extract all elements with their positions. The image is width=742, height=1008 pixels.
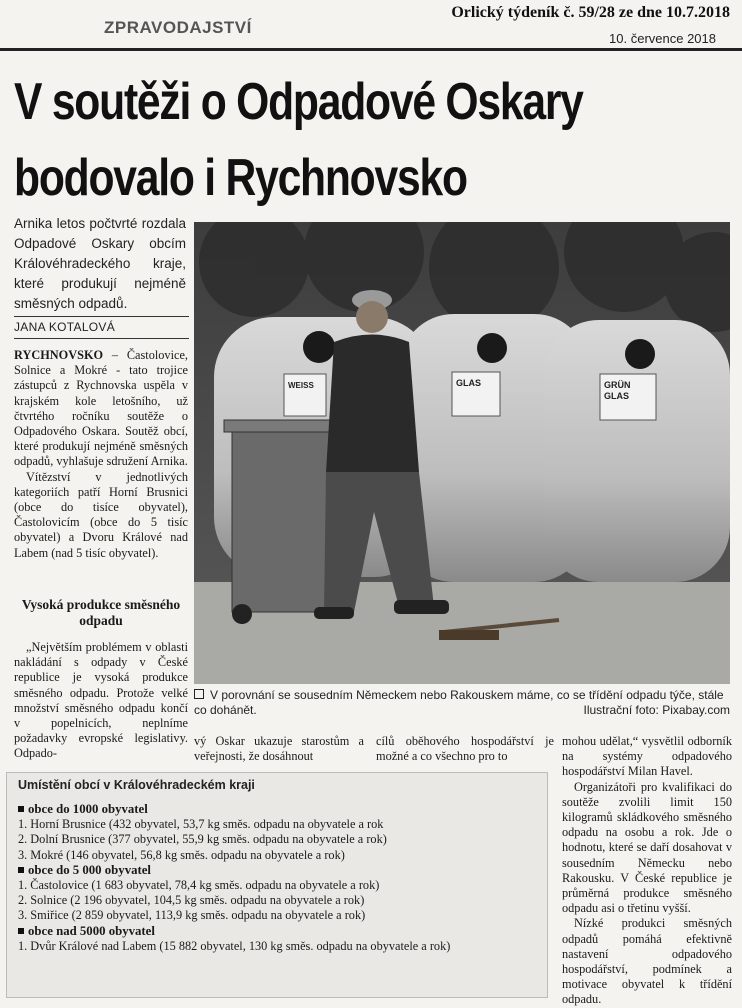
byline-rule-top <box>14 316 189 317</box>
container-left-hole <box>303 331 335 363</box>
dateline: RYCHNOVSKO <box>14 348 104 362</box>
photo-caption: V porovnání se sousedním Německem nebo Rakouskem máme, co se třídění odpadu týče, stále co dohánět. <box>194 688 724 717</box>
list-item: 2. Solnice (2 196 obyvatel, 104,5 kg směs. odpadu na obyvatele a rok) <box>18 893 365 908</box>
body-column-3: cílů oběhového hospodářství je možné a co všechno pro to <box>376 734 554 764</box>
broom-head <box>439 630 499 640</box>
photo-illustration <box>194 222 730 684</box>
photo-credit: Ilustrační foto: Pixabay.com <box>583 703 730 717</box>
lead-paragraph: Arnika letos počtvrté rozdala Odpadové Oskary obcím Královéhradeckého kraje, které produkují nejméně směsných odpadů. <box>14 216 186 311</box>
publication-info: Orlický týdeník č. 59/28 ze dne 10.7.2018 <box>451 4 730 21</box>
label-left-text: WEISS <box>288 381 314 390</box>
container-right-hole <box>625 339 655 369</box>
group-title: obce do 1000 obyvatel <box>28 802 148 816</box>
paragraph-1: RYCHNOVSKO – Častolovice, Solnice a Mokré - tato trojice zástupců z Rychnovska uspěla v krajském kole letošního, už čtvrtého ročníku soutěže o Odpadového Oskara. Soutěž obcí, které produkují nejméně směsných odpadů, vyhlašuje sdružení Arnika. <box>14 348 188 469</box>
bullet-square-icon <box>18 806 24 812</box>
bullet-square-icon <box>18 928 24 934</box>
caption-square-icon <box>194 689 204 699</box>
list-item: 1. Horní Brusnice (432 obyvatel, 53,7 kg směs. odpadu na obyvatele a rok <box>18 817 384 832</box>
paragraph-2: Vítězství v jednotlivých kategoriích patří Horní Brusnici (obce do tisíce obyvatel), Častolovicím (obce do 5 tisíc obyvatel) a Dvoru Králové nad Labem (nad 5 tisíc obyvatel). <box>14 469 188 560</box>
infobox-group <box>18 924 538 954</box>
group-title: obce nad 5000 obyvatel <box>28 923 155 938</box>
section-label: ZPRAVODAJSTVÍ <box>104 18 252 37</box>
list-item: 1. Dvůr Králové nad Labem (15 882 obyvatel, 130 kg směs. odpadu na obyvatele a rok) <box>18 938 451 953</box>
body-column-1 <box>14 348 188 561</box>
bin-wheel <box>232 604 252 624</box>
byline-rule-bottom <box>14 338 189 339</box>
issue-date: 10. července 2018 <box>609 31 716 46</box>
container-middle-hole <box>477 333 507 363</box>
list-item: 3. Mokré (146 obyvatel, 56,8 kg směs. odpadu na obyvatele a rok) <box>18 847 345 862</box>
infobox-content <box>18 802 538 954</box>
headline-line-2: bodovalo i Rychnovsko <box>14 149 467 207</box>
byline: JANA KOTALOVÁ <box>14 320 116 334</box>
headline <box>14 64 604 216</box>
wheelie-bin-rim <box>224 420 340 432</box>
list-item: 3. Smiřice (2 859 obyvatel, 113,9 kg směs. odpadu na obyvatele a rok) <box>18 908 366 923</box>
list-item: 2. Dolní Brusnice (377 obyvatel, 55,9 kg směs. odpadu na obyvatele a rok) <box>18 832 387 847</box>
body-column-2: vý Oskar ukazuje starostům a veřejnosti, že dosáhnout <box>194 734 364 764</box>
body-column-1-continued <box>14 640 188 762</box>
infobox-group <box>18 863 538 924</box>
label-middle-text: GLAS <box>456 378 482 388</box>
col4-paragraph-3: Nízké produkci směsných odpadů pomáhá efektivně nastavení odpadového hospodářství, podmínek a motivace obyvatel k třídění odpadu. <box>562 916 732 1007</box>
infobox-title: Umístění obcí v Královéhradeckém kraji <box>18 778 255 792</box>
col4-paragraph-1: mohou udělat,“ vysvětlil odborník na systémy odpadového hospodářství Milan Havel. <box>562 734 732 779</box>
group-title: obce do 5 000 obyvatel <box>28 862 151 877</box>
headline-line-1: V soutěži o Odpadové Oskary <box>14 73 583 131</box>
body-column-4 <box>562 734 732 1008</box>
list-item: 1. Častolovice (1 683 obyvatel, 78,4 kg směs. odpadu na obyvatele a rok) <box>18 878 380 893</box>
label-right-text-2: GLAS <box>604 391 630 401</box>
wheelie-bin <box>232 427 332 612</box>
label-right-text-1: GRÜN <box>604 380 631 390</box>
photo <box>194 222 730 684</box>
infobox-group <box>18 802 538 863</box>
col4-paragraph-2: Organizátoři pro kvalifikaci do soutěže zvolili limit 150 kilogramů skládkového směsného odpadu na osobu a rok. Jde o hodnotu, které se daří dosahovat v sousedním Německu nebo Rakousku. V České republice je průměrná produkce směsného odpadu asi o třetinu vyšší. <box>562 779 732 916</box>
bullet-square-icon <box>18 867 24 873</box>
paragraph-3: „Největším problémem v oblasti nakládání s odpady v České republice je vysoká produkce směsného odpadu. Protože velké množství směsného odpadu končí v popelnicích, neplníme požadavky evropské legislativy. Odpado- <box>14 640 188 761</box>
header-rule <box>0 48 742 51</box>
subheading: Vysoká produkce směsného odpadu <box>21 597 181 628</box>
